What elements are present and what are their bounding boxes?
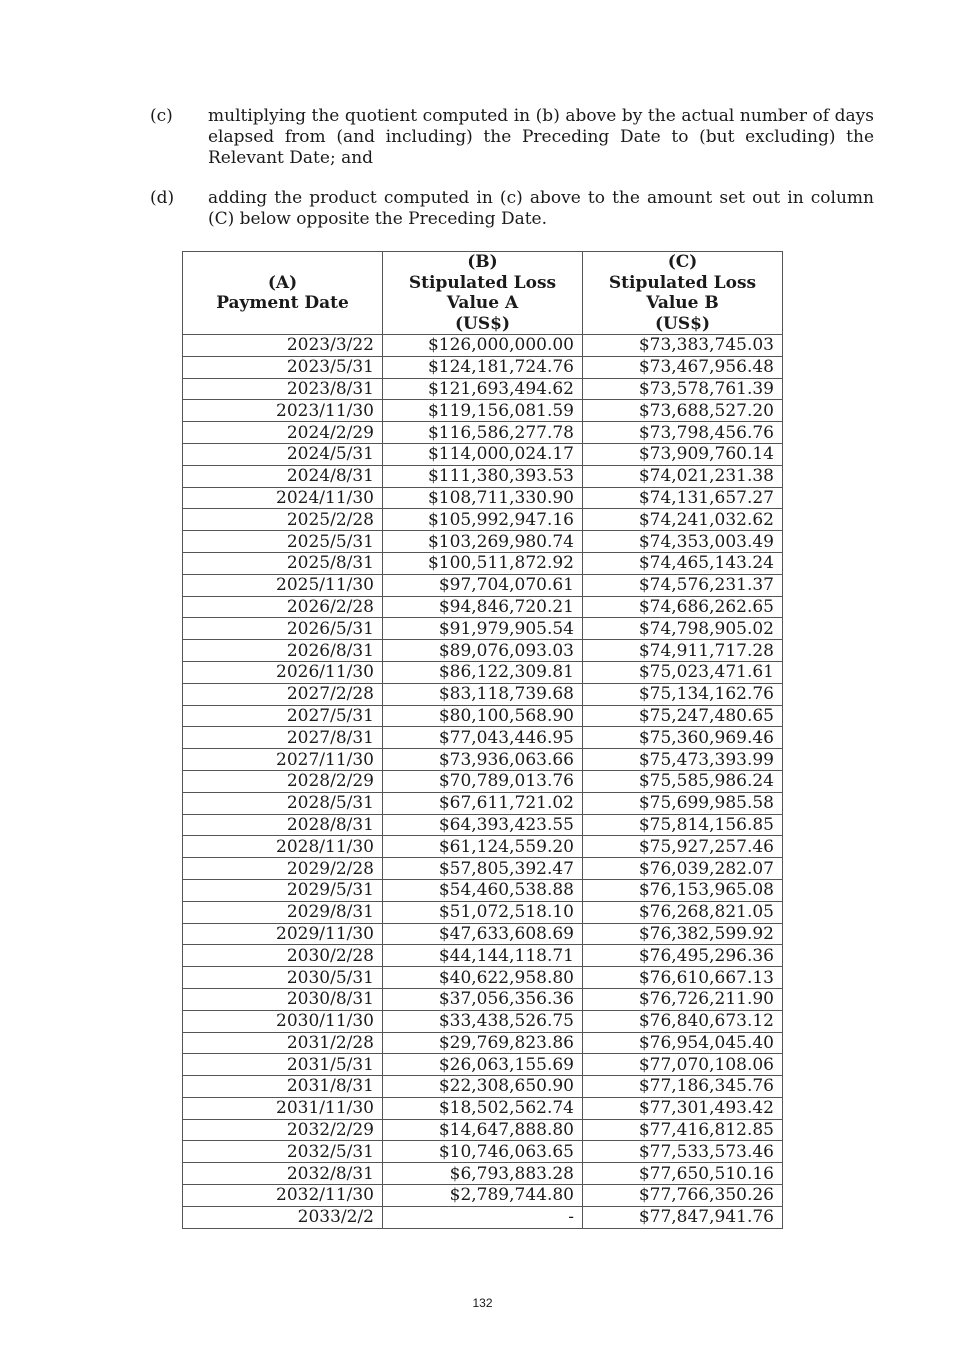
value-a-cell: $64,393,423.55 [383, 814, 583, 836]
header-c-unit: (US$) [654, 313, 711, 334]
value-b-cell: $76,039,282.07 [583, 858, 783, 880]
value-b-cell: $77,766,350.26 [583, 1185, 783, 1207]
value-b-cell: $77,301,493.42 [583, 1097, 783, 1119]
value-a-cell: $124,181,724.76 [383, 356, 583, 378]
value-b-cell: $74,131,657.27 [583, 487, 783, 509]
value-b-cell: $76,610,667.13 [583, 967, 783, 989]
value-a-cell: - [383, 1206, 583, 1228]
payment-date-cell: 2028/2/29 [183, 770, 383, 792]
payment-date-cell: 2024/2/29 [183, 422, 383, 444]
payment-date-cell: 2030/8/31 [183, 988, 383, 1010]
value-b-cell: $76,268,821.05 [583, 901, 783, 923]
value-a-cell: $33,438,526.75 [383, 1010, 583, 1032]
header-c-label: (C) [667, 252, 698, 272]
value-b-cell: $73,467,956.48 [583, 356, 783, 378]
value-b-cell: $75,134,162.76 [583, 683, 783, 705]
value-b-cell: $75,360,969.46 [583, 727, 783, 749]
payment-date-cell: 2029/5/31 [183, 879, 383, 901]
payment-date-cell: 2033/2/2 [183, 1206, 383, 1228]
value-a-cell: $37,056,356.36 [383, 988, 583, 1010]
value-b-cell: $74,911,717.28 [583, 640, 783, 662]
table-row [183, 749, 783, 771]
value-b-cell: $73,909,760.14 [583, 443, 783, 465]
value-a-cell: $121,693,494.62 [383, 378, 583, 400]
payment-date-cell: 2028/11/30 [183, 836, 383, 858]
table-row [183, 814, 783, 836]
paragraph-d [150, 188, 874, 230]
value-b-cell: $75,814,156.85 [583, 814, 783, 836]
header-b-title-1: Stipulated Loss [408, 272, 557, 293]
value-a-cell: $114,000,024.17 [383, 443, 583, 465]
value-b-cell: $74,353,003.49 [583, 531, 783, 553]
value-a-cell: $14,647,888.80 [383, 1119, 583, 1141]
table-row [183, 1076, 783, 1098]
table-row [183, 335, 783, 357]
table-row [183, 356, 783, 378]
payment-date-cell: 2030/2/28 [183, 945, 383, 967]
value-b-cell: $74,021,231.38 [583, 465, 783, 487]
payment-date-cell: 2025/2/28 [183, 509, 383, 531]
value-b-cell: $77,070,108.06 [583, 1054, 783, 1076]
value-a-cell: $18,502,562.74 [383, 1097, 583, 1119]
table-row [183, 923, 783, 945]
value-a-cell: $54,460,538.88 [383, 879, 583, 901]
value-b-cell: $73,578,761.39 [583, 378, 783, 400]
payment-date-cell: 2031/5/31 [183, 1054, 383, 1076]
table-row [183, 945, 783, 967]
header-b-unit: (US$) [454, 313, 511, 334]
header-value-a [383, 252, 583, 335]
value-b-cell: $77,533,573.46 [583, 1141, 783, 1163]
payment-date-cell: 2023/5/31 [183, 356, 383, 378]
payment-date-cell: 2027/11/30 [183, 749, 383, 771]
value-a-cell: $126,000,000.00 [383, 335, 583, 357]
header-value-b [583, 252, 783, 335]
value-a-cell: $77,043,446.95 [383, 727, 583, 749]
payment-date-cell: 2030/11/30 [183, 1010, 383, 1032]
payment-date-cell: 2023/11/30 [183, 400, 383, 422]
value-a-cell: $47,633,608.69 [383, 923, 583, 945]
table-body [183, 335, 783, 1229]
table-row [183, 1119, 783, 1141]
value-a-cell: $6,793,883.28 [383, 1163, 583, 1185]
header-b-label: (B) [467, 252, 498, 272]
payment-date-cell: 2025/5/31 [183, 531, 383, 553]
payment-date-cell: 2024/5/31 [183, 443, 383, 465]
table-row [183, 967, 783, 989]
table-row [183, 1032, 783, 1054]
value-b-cell: $75,927,257.46 [583, 836, 783, 858]
value-a-cell: $10,746,063.65 [383, 1141, 583, 1163]
value-a-cell: $67,611,721.02 [383, 792, 583, 814]
payment-date-cell: 2025/11/30 [183, 574, 383, 596]
value-a-cell: $2,789,744.80 [383, 1185, 583, 1207]
payment-date-cell: 2027/2/28 [183, 683, 383, 705]
value-a-cell: $29,769,823.86 [383, 1032, 583, 1054]
table-row [183, 1141, 783, 1163]
table-row [183, 422, 783, 444]
payment-date-cell: 2026/11/30 [183, 661, 383, 683]
value-a-cell: $73,936,063.66 [383, 749, 583, 771]
value-a-cell: $40,622,958.80 [383, 967, 583, 989]
payment-date-cell: 2025/8/31 [183, 552, 383, 574]
table-row [183, 792, 783, 814]
value-b-cell: $73,688,527.20 [583, 400, 783, 422]
payment-date-cell: 2032/5/31 [183, 1141, 383, 1163]
value-b-cell: $74,465,143.24 [583, 552, 783, 574]
payment-date-cell: 2026/5/31 [183, 618, 383, 640]
table-row [183, 596, 783, 618]
table-row [183, 879, 783, 901]
table-row [183, 661, 783, 683]
value-a-cell: $119,156,081.59 [383, 400, 583, 422]
table-row [183, 683, 783, 705]
value-b-cell: $76,153,965.08 [583, 879, 783, 901]
paragraph-c-label: (c) [150, 106, 173, 126]
value-b-cell: $77,847,941.76 [583, 1206, 783, 1228]
table-row [183, 465, 783, 487]
payment-date-cell: 2023/8/31 [183, 378, 383, 400]
value-a-cell: $70,789,013.76 [383, 770, 583, 792]
value-a-cell: $105,992,947.16 [383, 509, 583, 531]
payment-date-cell: 2023/3/22 [183, 335, 383, 357]
table-row [183, 1185, 783, 1207]
table-row [183, 1054, 783, 1076]
payment-date-cell: 2026/2/28 [183, 596, 383, 618]
value-b-cell: $74,686,262.65 [583, 596, 783, 618]
value-b-cell: $73,383,745.03 [583, 335, 783, 357]
table-row [183, 705, 783, 727]
stipulated-loss-table [182, 251, 783, 1229]
value-b-cell: $76,840,673.12 [583, 1010, 783, 1032]
value-a-cell: $111,380,393.53 [383, 465, 583, 487]
value-a-cell: $116,586,277.78 [383, 422, 583, 444]
value-b-cell: $74,241,032.62 [583, 509, 783, 531]
value-b-cell: $74,576,231.37 [583, 574, 783, 596]
table-row [183, 858, 783, 880]
header-c-title-1: Stipulated Loss [608, 272, 757, 293]
value-b-cell: $77,416,812.85 [583, 1119, 783, 1141]
payment-date-cell: 2032/8/31 [183, 1163, 383, 1185]
header-a-title: Payment Date [216, 293, 349, 313]
value-a-cell: $26,063,155.69 [383, 1054, 583, 1076]
page-number: 132 [472, 1296, 493, 1310]
table-row [183, 988, 783, 1010]
value-b-cell: $76,954,045.40 [583, 1032, 783, 1054]
payment-date-cell: 2029/8/31 [183, 901, 383, 923]
header-a-label: (A) [267, 272, 298, 293]
table-row [183, 770, 783, 792]
value-a-cell: $86,122,309.81 [383, 661, 583, 683]
table-row [183, 509, 783, 531]
value-a-cell: $51,072,518.10 [383, 901, 583, 923]
value-b-cell: $73,798,456.76 [583, 422, 783, 444]
value-b-cell: $74,798,905.02 [583, 618, 783, 640]
payment-date-cell: 2032/2/29 [183, 1119, 383, 1141]
value-a-cell: $83,118,739.68 [383, 683, 583, 705]
table-row [183, 574, 783, 596]
table-row [183, 1206, 783, 1228]
value-a-cell: $22,308,650.90 [383, 1076, 583, 1098]
header-payment-date [183, 252, 383, 335]
value-a-cell: $57,805,392.47 [383, 858, 583, 880]
header-b-title-2: Value A [446, 293, 519, 313]
value-b-cell: $75,473,393.99 [583, 749, 783, 771]
value-b-cell: $75,023,471.61 [583, 661, 783, 683]
table-row [183, 901, 783, 923]
value-b-cell: $77,650,510.16 [583, 1163, 783, 1185]
header-c-title-2: Value B [646, 293, 719, 313]
table-row [183, 1097, 783, 1119]
table-row [183, 443, 783, 465]
paragraph-c-text: multiplying the quotient computed in (b) above by the actual number of days elapsed from (and including) the Preceding Date to (but excluding) the Relevant Date; and [208, 106, 874, 168]
value-a-cell: $91,979,905.54 [383, 618, 583, 640]
value-a-cell: $61,124,559.20 [383, 836, 583, 858]
table-row [183, 487, 783, 509]
paragraph-d-text: adding the product computed in (c) above to the amount set out in column (C) below opposite the Preceding Date. [208, 188, 874, 229]
payment-date-cell: 2027/8/31 [183, 727, 383, 749]
payment-date-cell: 2031/11/30 [183, 1097, 383, 1119]
table-row [183, 836, 783, 858]
payment-date-cell: 2024/11/30 [183, 487, 383, 509]
paragraph-d-label: (d) [150, 188, 175, 208]
value-a-cell: $80,100,568.90 [383, 705, 583, 727]
payment-date-cell: 2028/8/31 [183, 814, 383, 836]
payment-date-cell: 2032/11/30 [183, 1185, 383, 1207]
value-b-cell: $75,585,986.24 [583, 770, 783, 792]
payment-date-cell: 2029/11/30 [183, 923, 383, 945]
payment-date-cell: 2027/5/31 [183, 705, 383, 727]
payment-date-cell: 2028/5/31 [183, 792, 383, 814]
value-a-cell: $100,511,872.92 [383, 552, 583, 574]
table-row [183, 618, 783, 640]
payment-date-cell: 2031/2/28 [183, 1032, 383, 1054]
value-b-cell: $75,247,480.65 [583, 705, 783, 727]
payment-date-cell: 2029/2/28 [183, 858, 383, 880]
table-row [183, 640, 783, 662]
table-row [183, 727, 783, 749]
value-a-cell: $89,076,093.03 [383, 640, 583, 662]
value-b-cell: $76,726,211.90 [583, 988, 783, 1010]
value-b-cell: $76,495,296.36 [583, 945, 783, 967]
table-row [183, 400, 783, 422]
payment-date-cell: 2024/8/31 [183, 465, 383, 487]
payment-date-cell: 2031/8/31 [183, 1076, 383, 1098]
payment-date-cell: 2026/8/31 [183, 640, 383, 662]
table-header-row [183, 252, 783, 335]
paragraph-c [150, 106, 874, 169]
value-a-cell: $44,144,118.71 [383, 945, 583, 967]
value-b-cell: $76,382,599.92 [583, 923, 783, 945]
table-row [183, 552, 783, 574]
value-b-cell: $77,186,345.76 [583, 1076, 783, 1098]
table-row [183, 1163, 783, 1185]
value-a-cell: $94,846,720.21 [383, 596, 583, 618]
value-a-cell: $108,711,330.90 [383, 487, 583, 509]
value-b-cell: $75,699,985.58 [583, 792, 783, 814]
value-a-cell: $103,269,980.74 [383, 531, 583, 553]
table-row [183, 378, 783, 400]
value-a-cell: $97,704,070.61 [383, 574, 583, 596]
table-row [183, 531, 783, 553]
payment-date-cell: 2030/5/31 [183, 967, 383, 989]
table-row [183, 1010, 783, 1032]
